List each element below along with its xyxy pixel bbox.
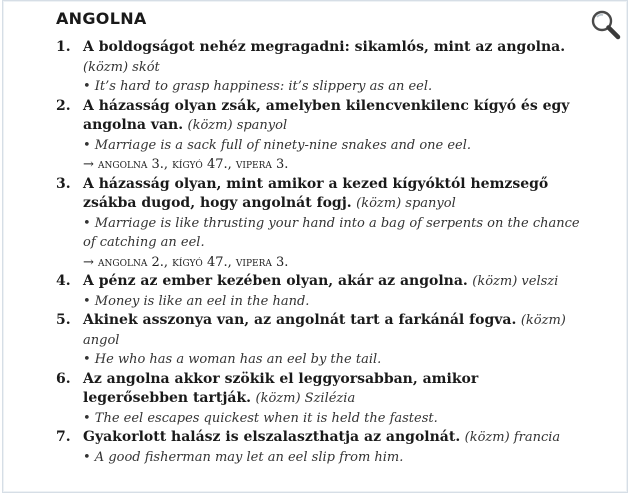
proverb-source: (közm) Szilézia	[255, 391, 356, 406]
xref-link[interactable]: kígyó	[172, 157, 203, 172]
proverb-source: (közm) velszi	[472, 274, 559, 289]
xref-link[interactable]: vipera	[235, 254, 272, 270]
proverb-entry	[3, 311, 629, 370]
xref-link[interactable]: angolna	[98, 254, 148, 270]
proverb-text: A pénz az ember kezében olyan, akár az angolna.	[83, 273, 468, 289]
entry-number: 6.	[56, 370, 71, 387]
xref-link[interactable]: kígyó	[172, 254, 203, 270]
proverb-source: (közm) spanyol	[187, 118, 288, 133]
proverb-text: Az angolna akkor szökik el leggyorsabban, amikor legerősebben tartják.	[83, 370, 479, 406]
proverb-text: Gyakorlott halász is elszalaszthatja az angolnát.	[83, 429, 461, 445]
proverb-source: (közm) skót	[83, 59, 160, 75]
proverb-translation: • It’s hard to grasp happiness: it’s slippery as an eel.	[83, 79, 433, 94]
proverb-translation: • Money is like an eel in the hand.	[83, 293, 310, 309]
xref-link[interactable]: angolna	[98, 157, 148, 172]
arrow-icon: →	[83, 254, 94, 270]
arrow-icon: →	[83, 157, 94, 172]
cross-reference	[83, 253, 583, 273]
proverb-text: A boldogságot nehéz megragadni: sikamlós, mint az angolna.	[83, 39, 566, 55]
proverb-translation: • The eel escapes quickest when it is held the fastest.	[83, 410, 438, 426]
xref-number: 3.,	[151, 157, 169, 172]
proverb-entry	[3, 38, 629, 97]
proverb-entry	[3, 370, 629, 429]
proverb-entry	[3, 428, 629, 467]
xref-number: 47.,	[206, 254, 232, 270]
proverb-translation: • A good fisherman may let an eel slip from him.	[83, 449, 404, 465]
proverb-entry	[3, 97, 629, 175]
proverb-text: A házasság olyan zsák, amelyben kilencvenkilenc kígyó és egy angolna van.	[83, 97, 570, 133]
proverb-entry	[3, 175, 629, 273]
proverb-source: (közm) angol	[83, 313, 566, 348]
xref-number: 47.,	[206, 157, 232, 172]
proverb-source: (közm) spanyol	[356, 196, 456, 211]
entry-number: 2.	[56, 97, 71, 114]
xref-number: 2.,	[151, 254, 169, 270]
proverb-entry	[3, 272, 629, 311]
entry-number: 1.	[56, 39, 71, 55]
proverb-list	[3, 38, 629, 467]
xref-number: 3.	[276, 157, 289, 172]
proverb-translation: • He who has a woman has an eel by the tail.	[83, 352, 382, 367]
page-frame	[2, 0, 628, 493]
proverb-text: Akinek asszonya van, az angolnát tart a farkánál fogva.	[83, 312, 517, 328]
entry-number: 5.	[56, 312, 71, 328]
cross-reference	[83, 155, 583, 175]
proverb-source: (közm) francia	[464, 430, 561, 445]
entry-heading: ANGOLNA	[56, 9, 147, 28]
xref-link[interactable]: vipera	[235, 157, 272, 172]
proverb-translation: • Marriage is a sack full of ninety-nine snakes and one eel.	[83, 137, 472, 153]
xref-number: 3.	[276, 254, 289, 270]
entry-number: 4.	[56, 273, 71, 289]
proverb-text: A házasság olyan, mint amikor a kezed kígyóktól hemzsegő zsákba dugod, hogy angolnát fogj.	[83, 175, 549, 211]
entry-number: 3.	[56, 175, 71, 192]
entry-number: 7.	[56, 429, 71, 445]
proverb-translation: • Marriage is like thrusting your hand into a bag of serpents on the chance of catching an eel.	[83, 215, 580, 250]
